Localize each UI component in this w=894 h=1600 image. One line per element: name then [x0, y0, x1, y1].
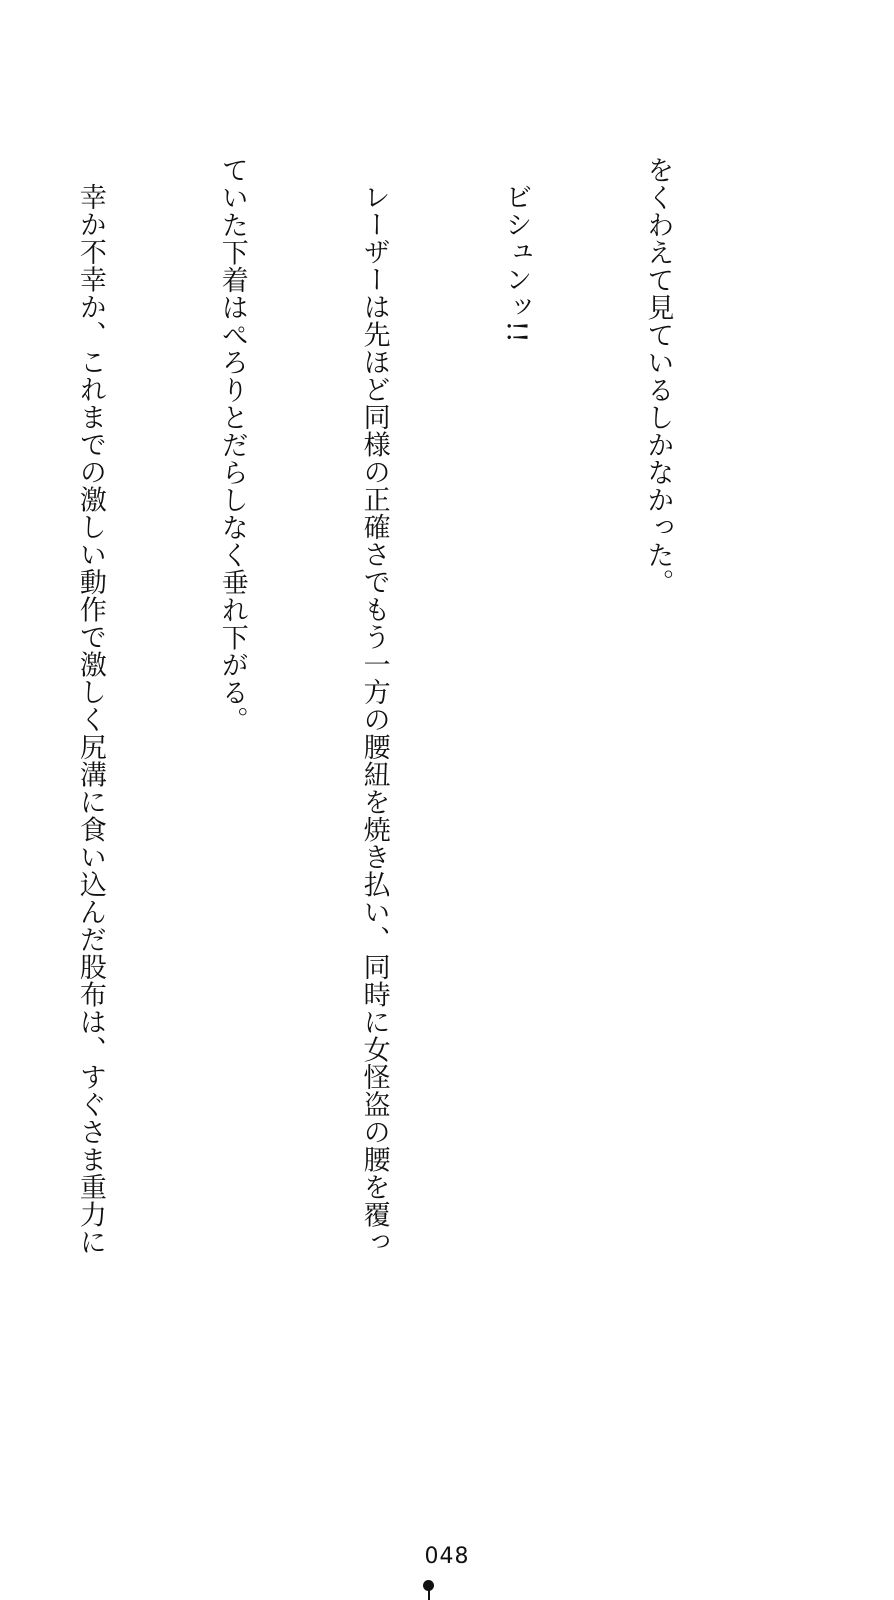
text-line-2: ビシュンッ!!: [500, 183, 532, 344]
page-marker-dot-icon: [423, 1580, 434, 1600]
text-line-3: レーザーは先ほど同様の正確さでもう一方の腰紐を焼き払い、同時に女怪盗の腰を覆っ: [358, 183, 390, 1256]
page-number: 048: [424, 1544, 470, 1569]
marker-stem: [428, 1588, 430, 1600]
vertical-text-body: [0, 156, 776, 1306]
text-line-1: をくわえて見ているしかなかった。: [642, 156, 674, 596]
text-line-5: 幸か不幸か、これまでの激しい動作で激しく尻溝に食い込んだ股布は、すぐさま重力に: [74, 183, 106, 1256]
text-line-4: ていた下着はぺろりとだらしなく垂れ下がる。: [216, 156, 248, 734]
